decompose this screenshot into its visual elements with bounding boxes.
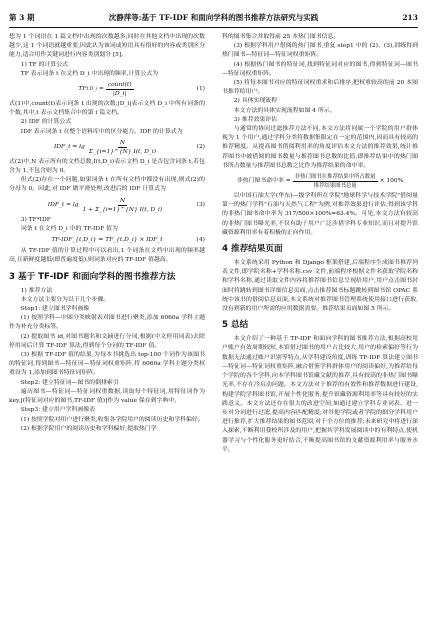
paragraph: 式(1)中,count(t)表示词条 t 出现的次数;|D_i|表示文档 D_i 中所有词条的个数,其中,t 表示文档集合中的第 i 篇文档。 (9, 101, 205, 117)
paragraph: 本文方法主要分为以下几个步骤。 (20, 296, 110, 303)
paragraph: 本文介绍了一种基于 TF-IDF 和面向学科的图书推荐方法,根据高校用户账户有效周期较短,本馆借过图书的用户占比较大,用户的检索偏好等行为数据无法通过账户识别等特点,从学科建设角度,训练 TF-IDF 算法建立图书—特征词—特征词权重矩阵,融合借鉴学科群体用户的阅读偏好,为推荐给每个学院的各个学科,向本学科图书馆藏文献的推荐,具有较高的非热门图书曝光率,不存在冷启动问题。本文方法对于推荐的有效性和推荐数据进行建设,构建学院学科图书馆,开展个性化服务,提升馆藏资源利用率等具有较好的实践意义。本文方法还存在很大的改进空间,如通过建立学科专业词表、进一步对分词进行过滤,提高内容匹配精度;对其他学院或者学院的细分学科用户进行推荐,扩大推荐结果的图书范围,对于全方位的推荐;未来研究中将进行深入探索,不断利用我校所涉及的用户,把握其学科发展阅读中的有利特点,使机器学习与个性化服务更好结合,不断提高图书馆的文献资源利用率与服务水平。 (222, 336, 418, 453)
header-rule (9, 27, 418, 28)
paragraph: (3) 根据 TF-IDF 值的结果,为每本书挑选出 top-100 个词作为该图书的特征词,得到图书—特征词—特征词权重矩阵,将 6060a 学科主题分类权重设为 1,添加到图书特征词矩阵。 (9, 352, 205, 377)
running-title: 沈静萍等:基于 TF-IDF 和面向学科的图书推荐方法研究与实践 (108, 12, 319, 22)
subheading: 1) TF 的计算公式 (20, 61, 69, 68)
right-column (222, 33, 418, 455)
paragraph: 本文系统采用 Python 和 Django 框架搭建,后端程序生成图书推荐列表文件,即学院名称+学科名称.csv 文件,前端程序根据文件名获取学院名称和学科名称,通过读取文件内容将推荐图书信息呈现给用户,用户点击图书封面时将跳转到图书详细信息页面,点击推荐图书标题跳转到图书馆 OPAC 系统中该书的借阅信息页面,本文系统对推荐图书管理系统使用接口进行获取,没有到新的用户所需的应用数据需要。推荐结果页面如图 5 所示。 (222, 260, 418, 313)
subheading: 1) 推荐方法 (20, 287, 53, 294)
equation-number: (4) (196, 237, 205, 244)
issue-number: 第 3 期 (9, 12, 35, 22)
page-number: 213 (402, 12, 418, 22)
paragraph: (3) 根据学科用户借阅的热门图书,重复 step1 中的 (2)、(3),训练得到热门图书—特征词—特征词权重矩阵。 (222, 43, 418, 59)
running-header (9, 9, 418, 25)
equation-2: IDF_t = lg $\frac{N}{\Sigma\_\{i=1\}\^{}\{N\} I(t, D\_i)}$ (2) (53, 139, 205, 155)
equation-number: (2) (196, 143, 205, 150)
section-heading-4: 4 推荐结果页面 (222, 244, 283, 255)
paragraph: IDF 表示词条 t 在整个语料库中的区分能力。IDF 的计算式为 (20, 128, 183, 135)
section-heading-5: 5 总结 (222, 320, 249, 331)
subheading: 3) TF*IDF (20, 216, 51, 223)
paragraph: (1) 按照学院对用户进行聚类,收集各学院用户的阅读历史和学科偏好。 (20, 416, 204, 423)
paragraph: (1) 按照学科—中图分类映射表对图书进行聚类,添加 6060a 学科主题作为补充分类标签。 (9, 315, 205, 331)
paragraph: 与通常的协同过滤推荐方法不同,本文方法将同属一个学院的用户群体视为 1 个用户,通过学科分类将数据集限定在一定的范围内,因而具有较高的推荐精度。从提高图书借阅利用率的角度评估本文方法的推荐效果,统计推荐图书中被借阅的图书数量与推荐图书总数的比值,即推荐结果中的热门图书所占数量与推荐图书总数之比作为推荐结果的命中率。 (222, 126, 418, 169)
paragraph: 词条 t 在文档 D_i 中的 TF-IDF 值为 (20, 225, 118, 232)
equation-number: (3) (196, 201, 205, 208)
paragraph: (4) 根据热门图书的特征词,找到特征词对应的图书,得到特征词—图书—特征词权重矩阵。 (222, 61, 418, 77)
step-heading: Step2: 建立特征词—图书的倒排索引 (20, 379, 119, 386)
section-heading-3: 3 基于 TF-IDF 和面向学科的图书推荐方法 (9, 271, 176, 282)
paragraph: 以中国石油大学(华东)—级学科所在学院"地球科学与技术学院"借阅量第一的热门学科"石油与天然气工程"为例,对推荐效果进行评估,得到该学科的非热门图书命中率为 317/500×100%=63.4%。可见,本文方法有较高的非热门图书曝光率,不仅有助于用户广泛涉猎学科专业知识,而且对提升馆藏资源利用率有着积极的正向作用。 (222, 193, 418, 236)
paragraph: (2) 提取图书 id,对图书题名和文摘进行分词,根据(中文停用词表)去除停用词后计算 TF-IDF 算法,得到每个分词的 TF-IDF 值。 (9, 333, 205, 349)
paragraph: (2) 根据学院用户的阅读历史和学科偏好,提取热门学 (20, 425, 157, 432)
equation-1: TF t,D_i = $\frac{\text{count(t)}}{|D\_i|}$ (1) (78, 82, 205, 98)
left-column (9, 33, 205, 434)
subheading: 2) IDF 的计算公式 (20, 119, 72, 126)
subheading: 2) 具体实现流程 (233, 98, 278, 105)
paragraph: 但式(2)存在一个问题,如果词条 t 在所有文档中都没有出现,则式(2)的分母为 0。因此,对 IDF 做平滑处理,改进后的 IDF 计算式为 (9, 177, 205, 193)
equation-5: 非热门图书命中率 = $\frac{\text{非热门图书在推荐结果中所占数量}}{\text{推荐结果图书总量}}$ × 100% (236, 174, 404, 190)
paragraph: 式(2)中,N 表示所有的文档总数,I(t,D_i)表示文档 D_i 是否包含词条 t,若包含为 1,不包含则为 0。 (9, 158, 205, 175)
paragraph: 遍历图书—特征词—特征词权重数据,读取每个特征词,用特征词作为 key,[(特征词对应的图书,TF-IDF 值)]作为 value 保存到字典中。 (9, 388, 205, 405)
paragraph: 本文方法的具体实现流程如图 4 所示。 (233, 107, 336, 114)
paragraph: 想为 1 个词语在 1 篇文档中出现的次数越多,同时在其他文档中出现的次数越少,这 1 个词语就越重要,因此认为该词或短语具有很好的内容或类别区分能力,适合用作关键词进行内容类别划分 [5]。 (9, 34, 205, 59)
paragraph: 从 TF-IDF 值的计算过程中可以看出,1 个词条在文档中出现的频率越高,且新鲜度越低(即普遍度低),则词条对应的 TF-IDF 值越高。 (9, 248, 205, 264)
paragraph: TF 表示词条 t 在文档 D_i 中出现的频率,计算公式为 (20, 70, 158, 77)
paragraph: 科的图书集合并取得前 25 本热门图书信息。 (222, 34, 340, 40)
step-heading: Step1: 建立图书学科画像 (20, 306, 90, 313)
equation-4: TF-IDF_{t,D_i} = TF_{t,D_i} × IDF_t (4) (9, 236, 205, 245)
equation-3: IDF_t = lg $\frac{N}{1 + \Sigma\_\{i=1\}\^{}\{N\} I(t, D\_i)}$ (3) (47, 197, 205, 213)
step-heading: Step3: 建立用户学科画像表 (20, 407, 96, 414)
subheading: 3) 推荐效果评估 (233, 116, 278, 123)
paragraph: (5) 将每本图书对应的特征词权重求和后排序,把权重较高的前 20 本图书推荐给用户。 (222, 80, 418, 96)
equation-number: (1) (196, 85, 205, 92)
